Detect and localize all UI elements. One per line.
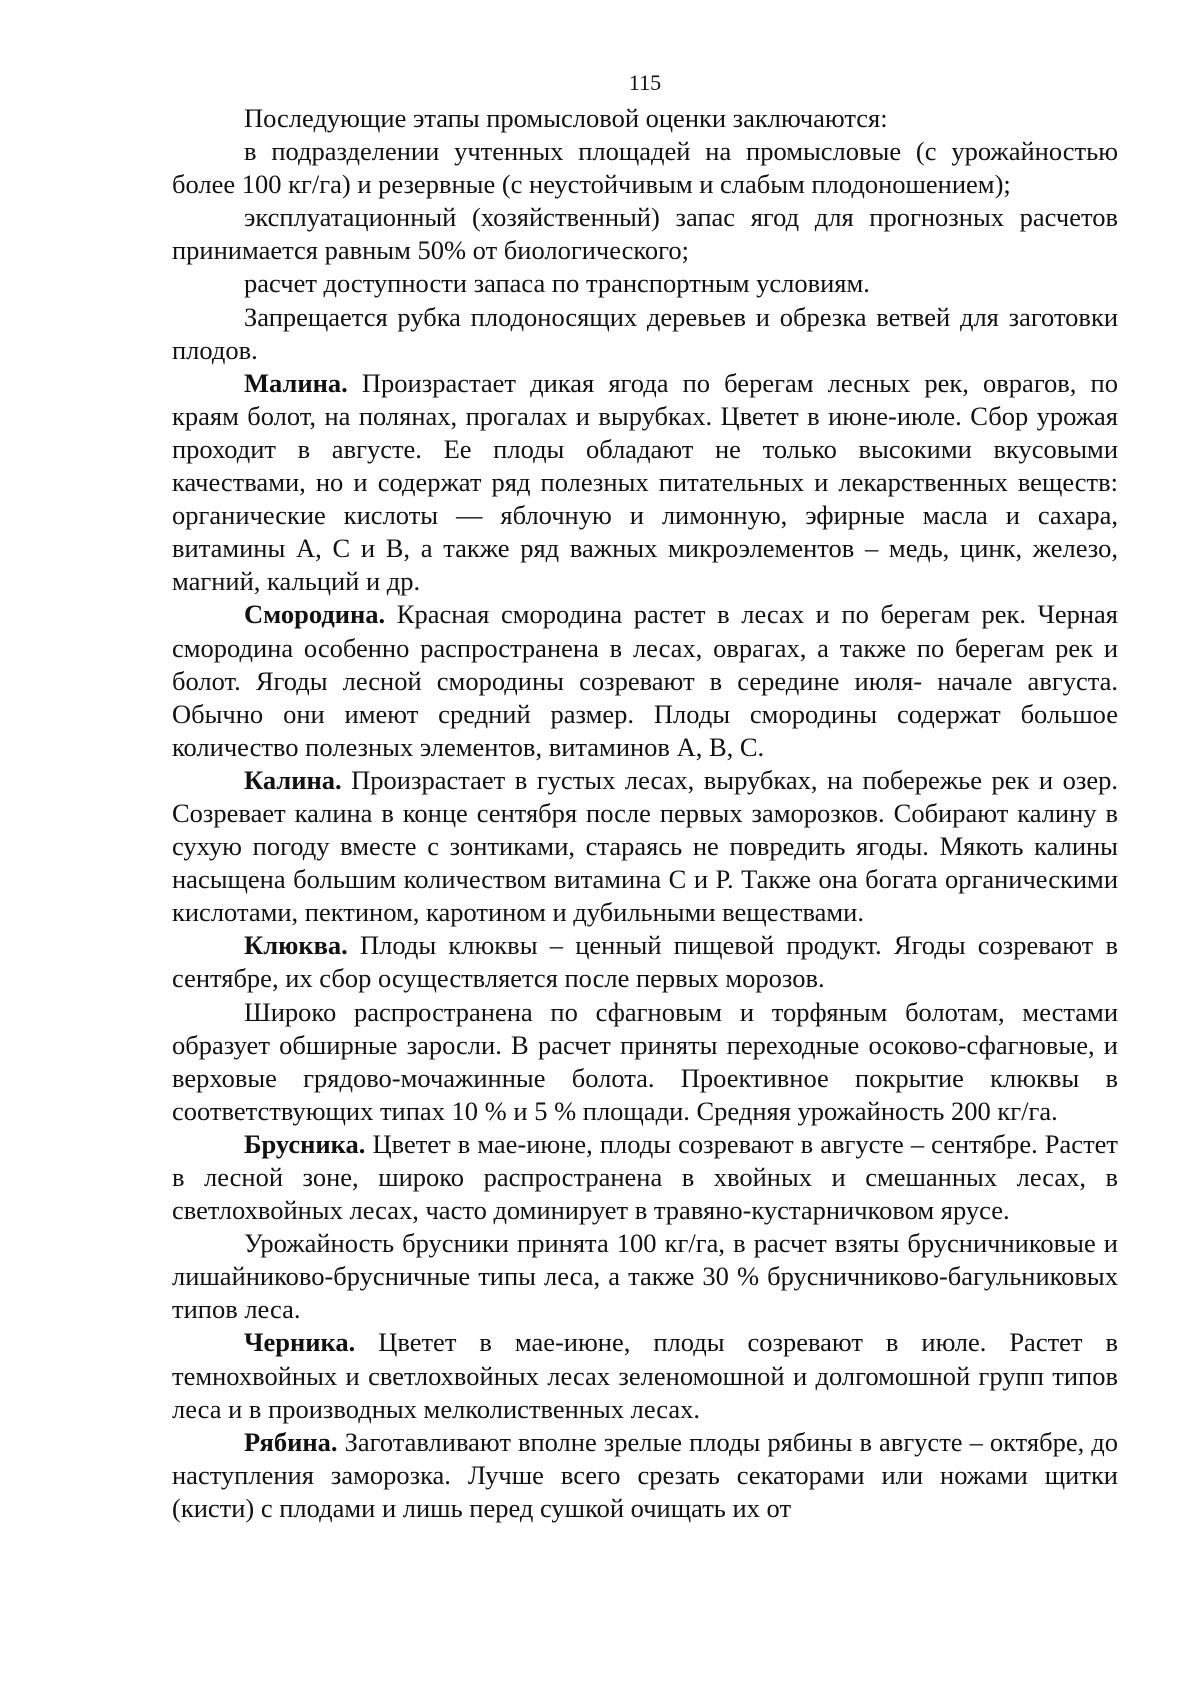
paragraph-text: Плоды клюквы – ценный пищевой продукт. Ягоды созревают в сентябре, их сбор осуществляется после первых морозов. (172, 930, 1118, 994)
paragraph-heading: Черника. (244, 1327, 356, 1358)
paragraph-prohibition (172, 301, 1118, 367)
paragraph-text: Запрещается рубка плодоносящих деревьев и обрезка ветвей для заготовки плодов. (172, 301, 1118, 365)
paragraph-kalina (172, 764, 1118, 929)
paragraph-text: расчет доступности запаса по транспортным условиям. (244, 268, 870, 299)
paragraph-heading: Рябина. (244, 1426, 338, 1457)
paragraph-ryabina (172, 1426, 1118, 1525)
paragraph-text: Урожайность брусники принята 100 кг/га, в расчет взяты брусничниковые и лишайниково-брусничные типы леса, а также 30 % брусничниково-багульниковых типов леса. (172, 1228, 1118, 1325)
paragraph-list-item (172, 135, 1118, 201)
paragraph-heading: Клюква. (244, 930, 348, 961)
paragraph-klyukva (172, 929, 1118, 995)
paragraph-text: эксплуатационный (хозяйственный) запас ягод для прогнозных расчетов принимается равным 50% от биологического; (172, 202, 1118, 266)
paragraph-intro (172, 102, 1118, 135)
paragraph-text: Широко распространена по сфагновым и торфяным болотам, местами образует обширные заросли. В расчет приняты переходные осоково-сфагновые, и верховые грядово-мочажинные болота. Проективное покрытие клюквы в соответствующих типах 10 % и 5 % площади. Средняя урожайность 200 кг/га. (172, 996, 1118, 1126)
paragraph-text: Произрастает в густых лесах, вырубках, на побережье рек и озер. Созревает калина в конце сентября после первых заморозков. Собирают калину в сухую погоду вместе с зонтиками, стараясь не повредить ягоды. Мякоть калины насыщена большим количеством витамина С и Р. Также она богата органическими кислотами, пектином, каротином и дубильными веществами. (172, 764, 1118, 928)
paragraph-heading: Малина. (244, 367, 348, 398)
paragraph-malina (172, 367, 1118, 599)
paragraph-text: Последующие этапы промысловой оценки заключаются: (244, 103, 888, 133)
paragraph-list-item (172, 267, 1118, 300)
paragraph-brusnika-yield (172, 1227, 1118, 1326)
paragraph-text: Заготавливают вполне зрелые плоды рябины в августе – октябре, до наступления заморозка. Лучше всего срезать секаторами или ножами щитки (кисти) с плодами и лишь перед сушкой очищать их от (172, 1426, 1118, 1523)
paragraph-heading: Калина. (244, 764, 342, 795)
paragraph-text: Цветет в мае-июне, плоды созревают в августе – сентябре. Растет в лесной зоне, широко распространена в хвойных и смешанных лесах, в светлохвойных лесах, часто доминирует в травяно-кустарничковом ярусе. (172, 1128, 1118, 1226)
paragraph-brusnika (172, 1128, 1118, 1227)
page-number: 115 (628, 70, 662, 95)
paragraph-heading: Брусника. (244, 1128, 366, 1159)
paragraph-smorodina (172, 598, 1118, 763)
paragraph-text: Красная смородина растет в лесах и по берегам рек. Черная смородина особенно распространена в лесах, оврагах, а также по берегам рек и болот. Ягоды лесной смородины созревают в середине июля- начале августа. Обычно они имеют средний размер. Плоды смородины содержат большое количество полезных элементов, витаминов А, В, С. (172, 599, 1118, 762)
paragraph-text: в подразделении учтенных площадей на промысловые (с урожайностью более 100 кг/га) и резервные (с неустойчивым и слабым плодоношением); (172, 136, 1118, 200)
paragraph-text: Цветет в мае-июне, плоды созревают в июле. Растет в темнохвойных и светлохвойных лесах зеленомошной и долгомошной групп типов леса и в производных мелколиственных лесах. (172, 1327, 1118, 1424)
document-page (172, 68, 1118, 1525)
paragraph-chernika (172, 1326, 1118, 1425)
paragraph-text: Произрастает дикая ягода по берегам лесных рек, оврагов, по краям болот, на полянах, прогалах и вырубках. Цветет в июне-июле. Сбор урожая проходит в августе. Ее плоды обладают не только высокими вкусовыми качествами, но и содержат ряд полезных питательных и лекарственных веществ: органические кислоты — яблочную и лимонную, эфирные масла и сахара, витамины А, С и В, а также ряд важных микроэлементов – медь, цинк, железо, магний, кальций и др. (172, 367, 1118, 597)
paragraph-list-item (172, 201, 1118, 267)
paragraph-klyukva-distribution (172, 996, 1118, 1128)
paragraph-heading: Смородина. (244, 599, 386, 630)
